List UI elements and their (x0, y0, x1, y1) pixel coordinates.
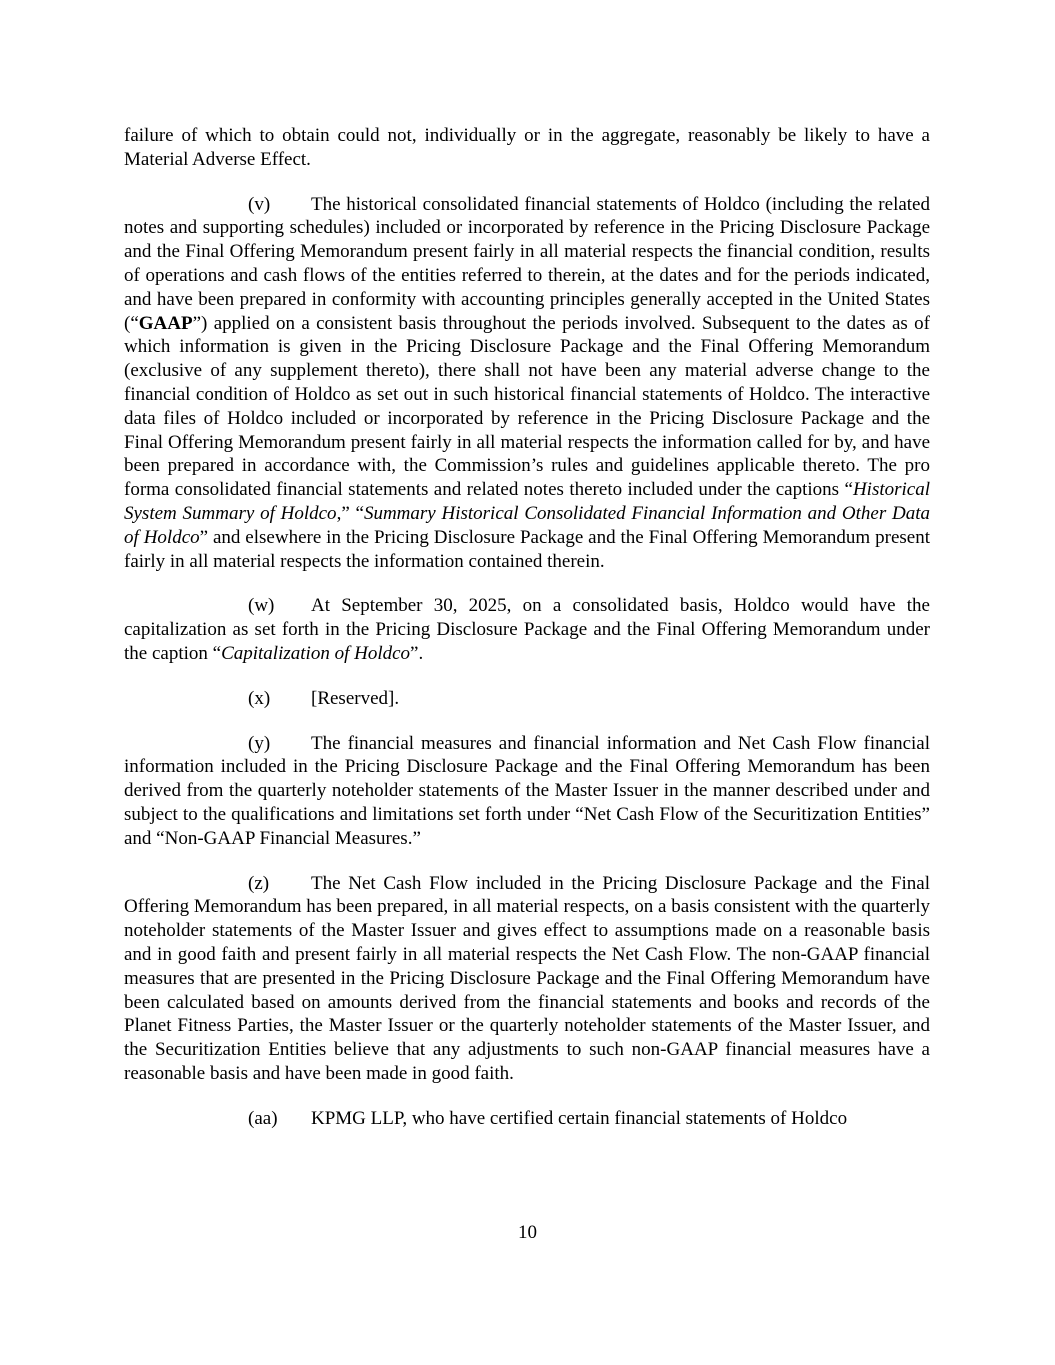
clause-v-text-c: ,” “ (336, 502, 364, 524)
document-body (124, 124, 930, 1130)
clause-v-text-a: The historical consolidated financial statements of Holdco (including the related notes and supporting schedules) included or incorporated by reference in the Pricing Disclosure Package and the Final Offering Memorandum present fairly in all material respects the financial condition, results of operations and cash flows of the entities referred to therein, at the dates and for the periods indicated, and have been prepared in conformity with accounting principles generally accepted in the United States (“ (124, 193, 930, 334)
clause-x-text: [Reserved]. (311, 687, 400, 709)
caption-summary-historical-financial: Summary Historical Consolidated Financial Information and Other Data of Holdco (124, 502, 930, 548)
defined-term-gaap: GAAP (138, 312, 193, 334)
clause-w-text-b: ”. (410, 642, 424, 664)
clause-w-text-a: At September 30, 2025, on a consolidated basis, Holdco would have the capitalization as set forth in the Pricing Disclosure Package and the Final Offering Memorandum under the caption “ (124, 595, 930, 664)
clause-label-w: (w) (248, 595, 275, 617)
clause-label-x: (x) (248, 687, 271, 709)
paragraph-continuation: failure of which to obtain could not, individually or in the aggregate, reasonably be likely to have a Material Adverse Effect. (124, 125, 930, 170)
paragraph-x (124, 687, 930, 711)
clause-aa-text: KPMG LLP, who have certified certain financial statements of Holdco (311, 1107, 848, 1129)
clause-label-y: (y) (248, 732, 271, 754)
clause-label-z: (z) (248, 872, 270, 894)
paragraph-y (124, 732, 930, 851)
clause-label-v: (v) (248, 193, 271, 215)
caption-capitalization: Capitalization of Holdco (221, 642, 411, 664)
paragraph-w (124, 594, 930, 665)
paragraph-aa (124, 1107, 930, 1131)
clause-y-text: The financial measures and financial information and Net Cash Flow financial information included in the Pricing Disclosure Package and the Final Offering Memorandum has been derived from the quarterly noteholder statements of the Master Issuer in the manner described under and subject to the qualifications and limitations set forth under “Net Cash Flow of the Securitization Entities” and “Non-GAAP Financial Measures.” (124, 732, 930, 849)
clause-label-aa: (aa) (248, 1107, 278, 1129)
caption-historical-system-summary: Historical System Summary of Holdco (124, 479, 930, 524)
clause-z-text: The Net Cash Flow included in the Pricing Disclosure Package and the Final Offering Memorandum has been prepared, in all material respects, on a basis consistent with the quarterly noteholder statements of the Master Issuer and gives effect to assumptions made on a reasonable basis and in good faith and present fairly in all material respects the Net Cash Flow. The non-GAAP financial measures that are presented in the Pricing Disclosure Package and the Final Offering Memorandum have been calculated based on amounts derived from the financial statements and books and records of the Planet Fitness Parties, the Master Issuer or the quarterly noteholder statements of the Master Issuer, and the Securitization Entities believe that any adjustments to such non-GAAP financial measures have a reasonable basis and have been made in good faith. (124, 872, 930, 1084)
page-number: 10 (518, 1222, 537, 1243)
paragraph-v (124, 193, 930, 574)
paragraph-z (124, 872, 930, 1086)
clause-v-text-b: ”) applied on a consistent basis throughout the periods involved. Subsequent to the dates as of which information is given in the Pricing Disclosure Package and the Final Offering Memorandum (exclusive of any supplement thereto), there shall not have been any material adverse change to the financial condition of Holdco as set out in such historical financial statements of Holdco. The interactive data files of Holdco included or incorporated by reference in the Pricing Disclosure Package and the Final Offering Memorandum present fairly in all material respects the information called for by, and have been prepared in accordance with, the Commission’s rules and guidelines applicable thereto. The pro forma consolidated financial statements and related notes thereto included under the captions “ (124, 312, 930, 501)
clause-v-text-d: ” and elsewhere in the Pricing Disclosure Package and the Final Offering Memorandum present fairly in all material respects the information contained therein. (124, 526, 930, 572)
